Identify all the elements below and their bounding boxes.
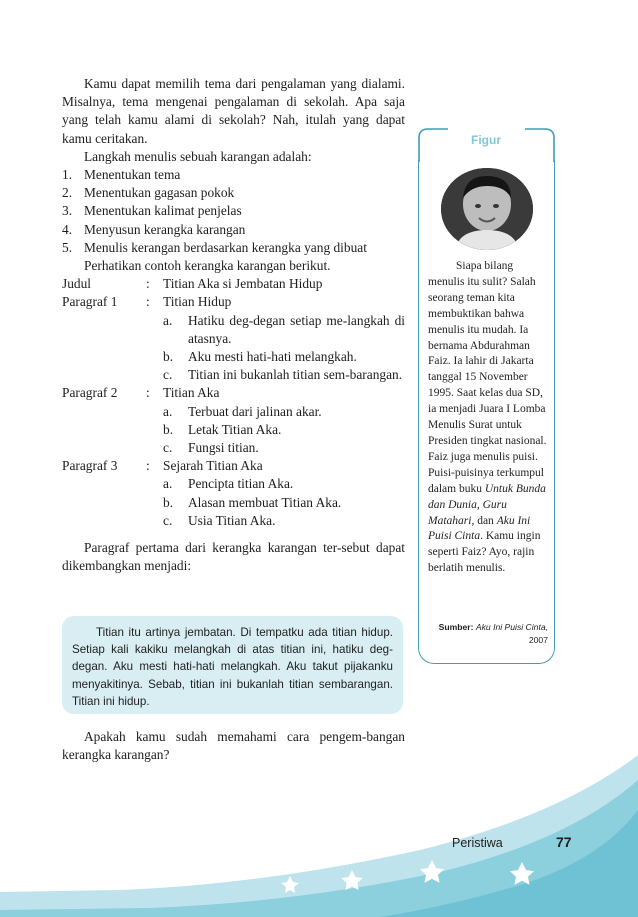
page-number: 77 [556, 834, 572, 850]
figur-label: Figur [455, 128, 517, 154]
outline-paragraph-1: Paragraf 1 : Titian Hidup [62, 294, 232, 310]
steps-intro: Langkah menulis sebuah karangan adalah: [84, 148, 312, 164]
outline-item: a. Terbuat dari jalinan akar. [163, 403, 322, 419]
footer-wave-decoration [0, 640, 638, 917]
outline-item: b. Letak Titian Aka. [163, 421, 282, 437]
outline-item: c. Fungsi titian. [163, 440, 259, 456]
portrait-photo [441, 168, 533, 250]
outline-item: c. Titian ini bukanlah titian sem-barangan. [163, 367, 403, 383]
book-title: Aku Ini Puisi Cinta [428, 514, 531, 543]
figur-source: Sumber: Aku Ini Puisi Cinta, 2007 [438, 622, 548, 645]
list-item: 2. Menentukan gagasan pokok [62, 185, 235, 201]
outline-paragraph-2: Paragraf 2 : Titian Aka [62, 385, 220, 401]
outline-item: b. Aku mesti hati-hati melangkah. [163, 349, 357, 365]
steps-list [62, 166, 405, 257]
example-intro: Perhatikan contoh kerangka karangan berikut. [84, 258, 331, 274]
figur-description: Siapa bilang menulis itu sulit? Salah seorang teman kita membuktikan bahwa menulis itu mudah. Ia bernama Abdurahman Faiz. Ia lahir di Jakarta tanggal 15 November 1995. Saat kelas dua SD, ia menjadi Juara I Lomba Menulis Surat untuk Presiden tingkat nasional. Faiz juga menulis puisi. Puisi-puisinya terkumpul dalam buku Untuk Bunda dan Dunia, Guru Matahari, dan Aku Ini Puisi Cinta. Kamu ingin seperti Faiz? Ayo, rajin berlatih menulis. [428, 260, 547, 575]
develop-intro: Paragraf pertama dari kerangka karangan ter-sebut dapat dikembangkan menjadi: [62, 540, 405, 574]
example-paragraph-text: Titian itu artinya jembatan. Di tempatku ada titian hidup. Setiap kali kakiku melangkah di atas titian ini, hatiku deg-degan. Aku mesti hati-hati melangkah. Aku takut pijakanku menyakitinya. Sebab, titian ini bukanlah titian sembarangan. Titian ini hidup. [72, 626, 393, 708]
outline-item: a. Pencipta titian Aka. [163, 476, 294, 492]
main-text-column [62, 75, 405, 575]
list-item: 3. Menentukan kalimat penjelas [62, 203, 242, 219]
essay-outline [62, 275, 405, 530]
outline-paragraph-3: Paragraf 3 : Sejarah Titian Aka [62, 458, 263, 474]
portrait-image [441, 168, 533, 250]
outline-item: c. Usia Titian Aka. [163, 512, 276, 528]
outline-title-row: Judul : Titian Aka si Jembatan Hidup [62, 276, 323, 292]
list-item: 4. Menyusun kerangka karangan [62, 221, 246, 237]
closing-question: Apakah kamu sudah memahami cara pengem-bangan kerangka karangan? [62, 729, 405, 763]
list-item: 5. Menulis kerangan berdasarkan kerangka yang dibuat [62, 239, 367, 255]
list-item: 1. Menentukan tema [62, 167, 181, 183]
intro-paragraph: Kamu dapat memilih tema dari pengalaman yang dialami. Misalnya, tema mengenai pengalaman di sekolah. Apa saja yang telah kamu alami di sekolah? Nah, itulah yang dapat kamu ceritakan. [62, 76, 405, 146]
outline-item: b. Alasan membuat Titian Aka. [163, 494, 342, 510]
outline-item: a. Hatiku deg-degan setiap me-langkah di atasnya. [163, 312, 405, 346]
footer-chapter-label: Peristiwa [452, 836, 503, 850]
book-title: Untuk Bunda dan Dunia, Guru Matahari [428, 482, 546, 527]
